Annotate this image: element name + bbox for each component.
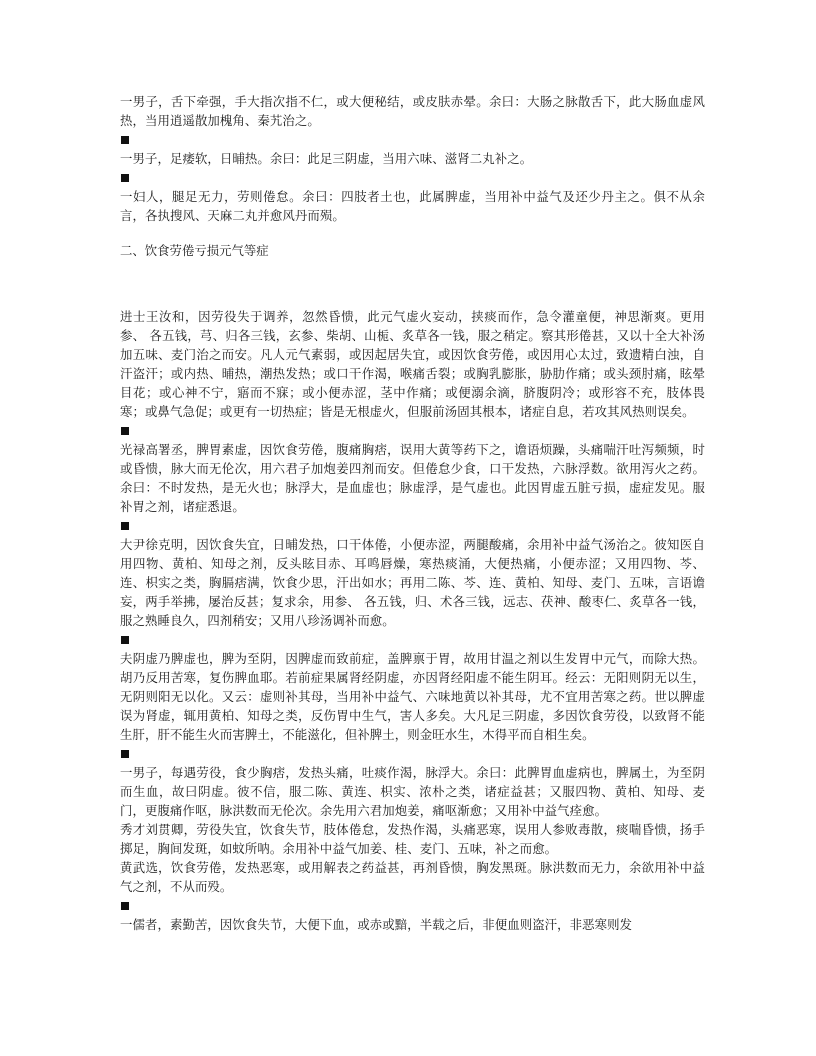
square-bullet-icon	[121, 427, 129, 435]
case-paragraph: 光禄高署丞，脾胃素虚，因饮食劳倦，腹痛胸痞，误用大黄等药下之，谵语烦躁，头痛喘汗吐泻频频，时或昏愦，脉大而无伦次，用六君子加炮姜四剂而安。但倦怠少食，口干发热，六脉浮数。欲用泻火之药。余曰：不时发热，是无火也；脉浮大，是血虚也；脉虚浮，是气虚也。此因胃虚五脏亏损，虚症发见。服补胃之剂，诸症悉退。	[120, 442, 705, 514]
case-paragraph: 一儒者，素勤苦，因饮食失节，大便下血，或赤或黯，半载之后，非便血则盗汗，非恶寒则发	[120, 917, 633, 932]
square-bullet-icon	[121, 902, 129, 910]
square-bullet-icon	[121, 522, 129, 530]
case-paragraph: 大尹徐克明，因饮食失宜，日晡发热，口干体倦，小便赤涩，两腿酸痛，余用补中益气汤治之。彼知医自用四物、黄柏、知母之剂，反头眩目赤、耳鸣唇燥，寒热痰涌，大便热痛，小便赤涩；又用四物、芩、连、枳实之类，胸膈痞满，饮食少思，汗出如水；再用二陈、芩、连、黄柏、知母、麦门、五味，言语谵妄，两手举拂，屡治反甚；复求余，用参、 各五钱，归、术各三钱，远志、茯神、酸枣仁、炙草各一钱，服之熟睡良久，四剂稍安；又用八珍汤调补而愈。	[120, 537, 705, 628]
square-bullet-icon	[121, 174, 129, 182]
square-bullet-icon	[121, 636, 129, 644]
case-paragraph: 一男子，每遇劳役，食少胸痞，发热头痛，吐痰作渴，脉浮大。余曰：此脾胃血虚病也，脾属土，为至阴而生血，故曰阴虚。彼不信，服二陈、黄连、枳实、浓朴之类，诸症益甚；又服四物、黄柏、知母、麦门，更腹痛作呕，脉洪数而无伦次。余先用六君加炮姜，痛呕渐愈；又用补中益气痊愈。 秀才刘贯卿，劳役失宜，饮食失节，肢体倦怠，发热作渴，头痛恶寒，误用人参败毒散，痰喘昏愦，扬手掷足，胸间发斑，如蚊所呐。余用补中益气加姜、桂、麦门、五味，补之而愈。 黄武选，饮食劳倦，发热恶寒，或用解表之药益甚，再剂昏愦，胸发黑斑。脉洪数而无力，余欲用补中益气之剂，不从而殁。	[120, 765, 705, 894]
square-bullet-icon	[121, 750, 129, 758]
case-paragraph: 夫阴虚乃脾虚也，脾为至阴，因脾虚而致前症，盖脾禀于胃，故用甘温之剂以生发胃中元气，而除大热。胡乃反用苦寒，复伤脾血耶。若前症果属肾经阴虚，亦因肾经阳虚不能生阴耳。经云：无阳则阴无以生，无阴则阳无以化。又云：虚则补其母，当用补中益气、六味地黄以补其母，尤不宜用苦寒之药。世以脾虚误为肾虚，辄用黄柏、知母之类，反伤胃中生气，害人多矣。大凡足三阴虚，多因饮食劳役，以致肾不能生肝，肝不能生火而害脾土，不能滋化，但补脾土，则金旺水生，木得平而自相生矣。	[120, 651, 705, 742]
case-paragraph: 一妇人，腿足无力，劳则倦怠。余曰：四肢者土也，此属脾虚，当用补中益气及还少丹主之。俱不从余言，各执搜风、天麻二丸并愈风丹而殒。	[120, 189, 705, 223]
case-paragraph: 一男子，足痿软，日晡热。余曰：此足三阴虚，当用六味、滋肾二丸补之。	[120, 151, 533, 166]
case-paragraph: 一男子，舌下牵强，手大指次指不仁，或大便秘结，或皮肤赤晕。余曰：大肠之脉散舌下，此大肠血虚风热，当用逍遥散加槐角、秦艽治之。	[120, 94, 705, 128]
document-page	[120, 92, 705, 934]
section-heading: 二、饮食劳倦亏损元气等症	[120, 243, 269, 258]
square-bullet-icon	[121, 136, 129, 144]
case-paragraph: 进士王汝和，因劳役失于调养，忽然昏愦，此元气虚火妄动，挟痰而作，急令灌童便，神思渐爽。更用参、 各五钱，芎、归各三钱，玄参、柴胡、山栀、炙草各一钱，服之稍定。察其形倦甚，又以十全大补汤加五味、麦门治之而安。凡人元气素弱，或因起居失宜，或因饮食劳倦，或因用心太过，致遗精白浊，自汗盗汗；或内热、晡热，潮热发热；或口干作渴，喉痛舌裂；或胸乳膨胀，胁肋作痛；或头颈肘痛，眩晕目花；或心神不宁，寤而不寐；或小便赤涩，茎中作痛；或便溺余滴，脐腹阴冷；或形容不充，肢体畏寒；或鼻气急促；或更有一切热症；皆是无根虚火，但服前汤固其根本，诸症自息，若攻其风热则误矣。	[120, 309, 705, 419]
